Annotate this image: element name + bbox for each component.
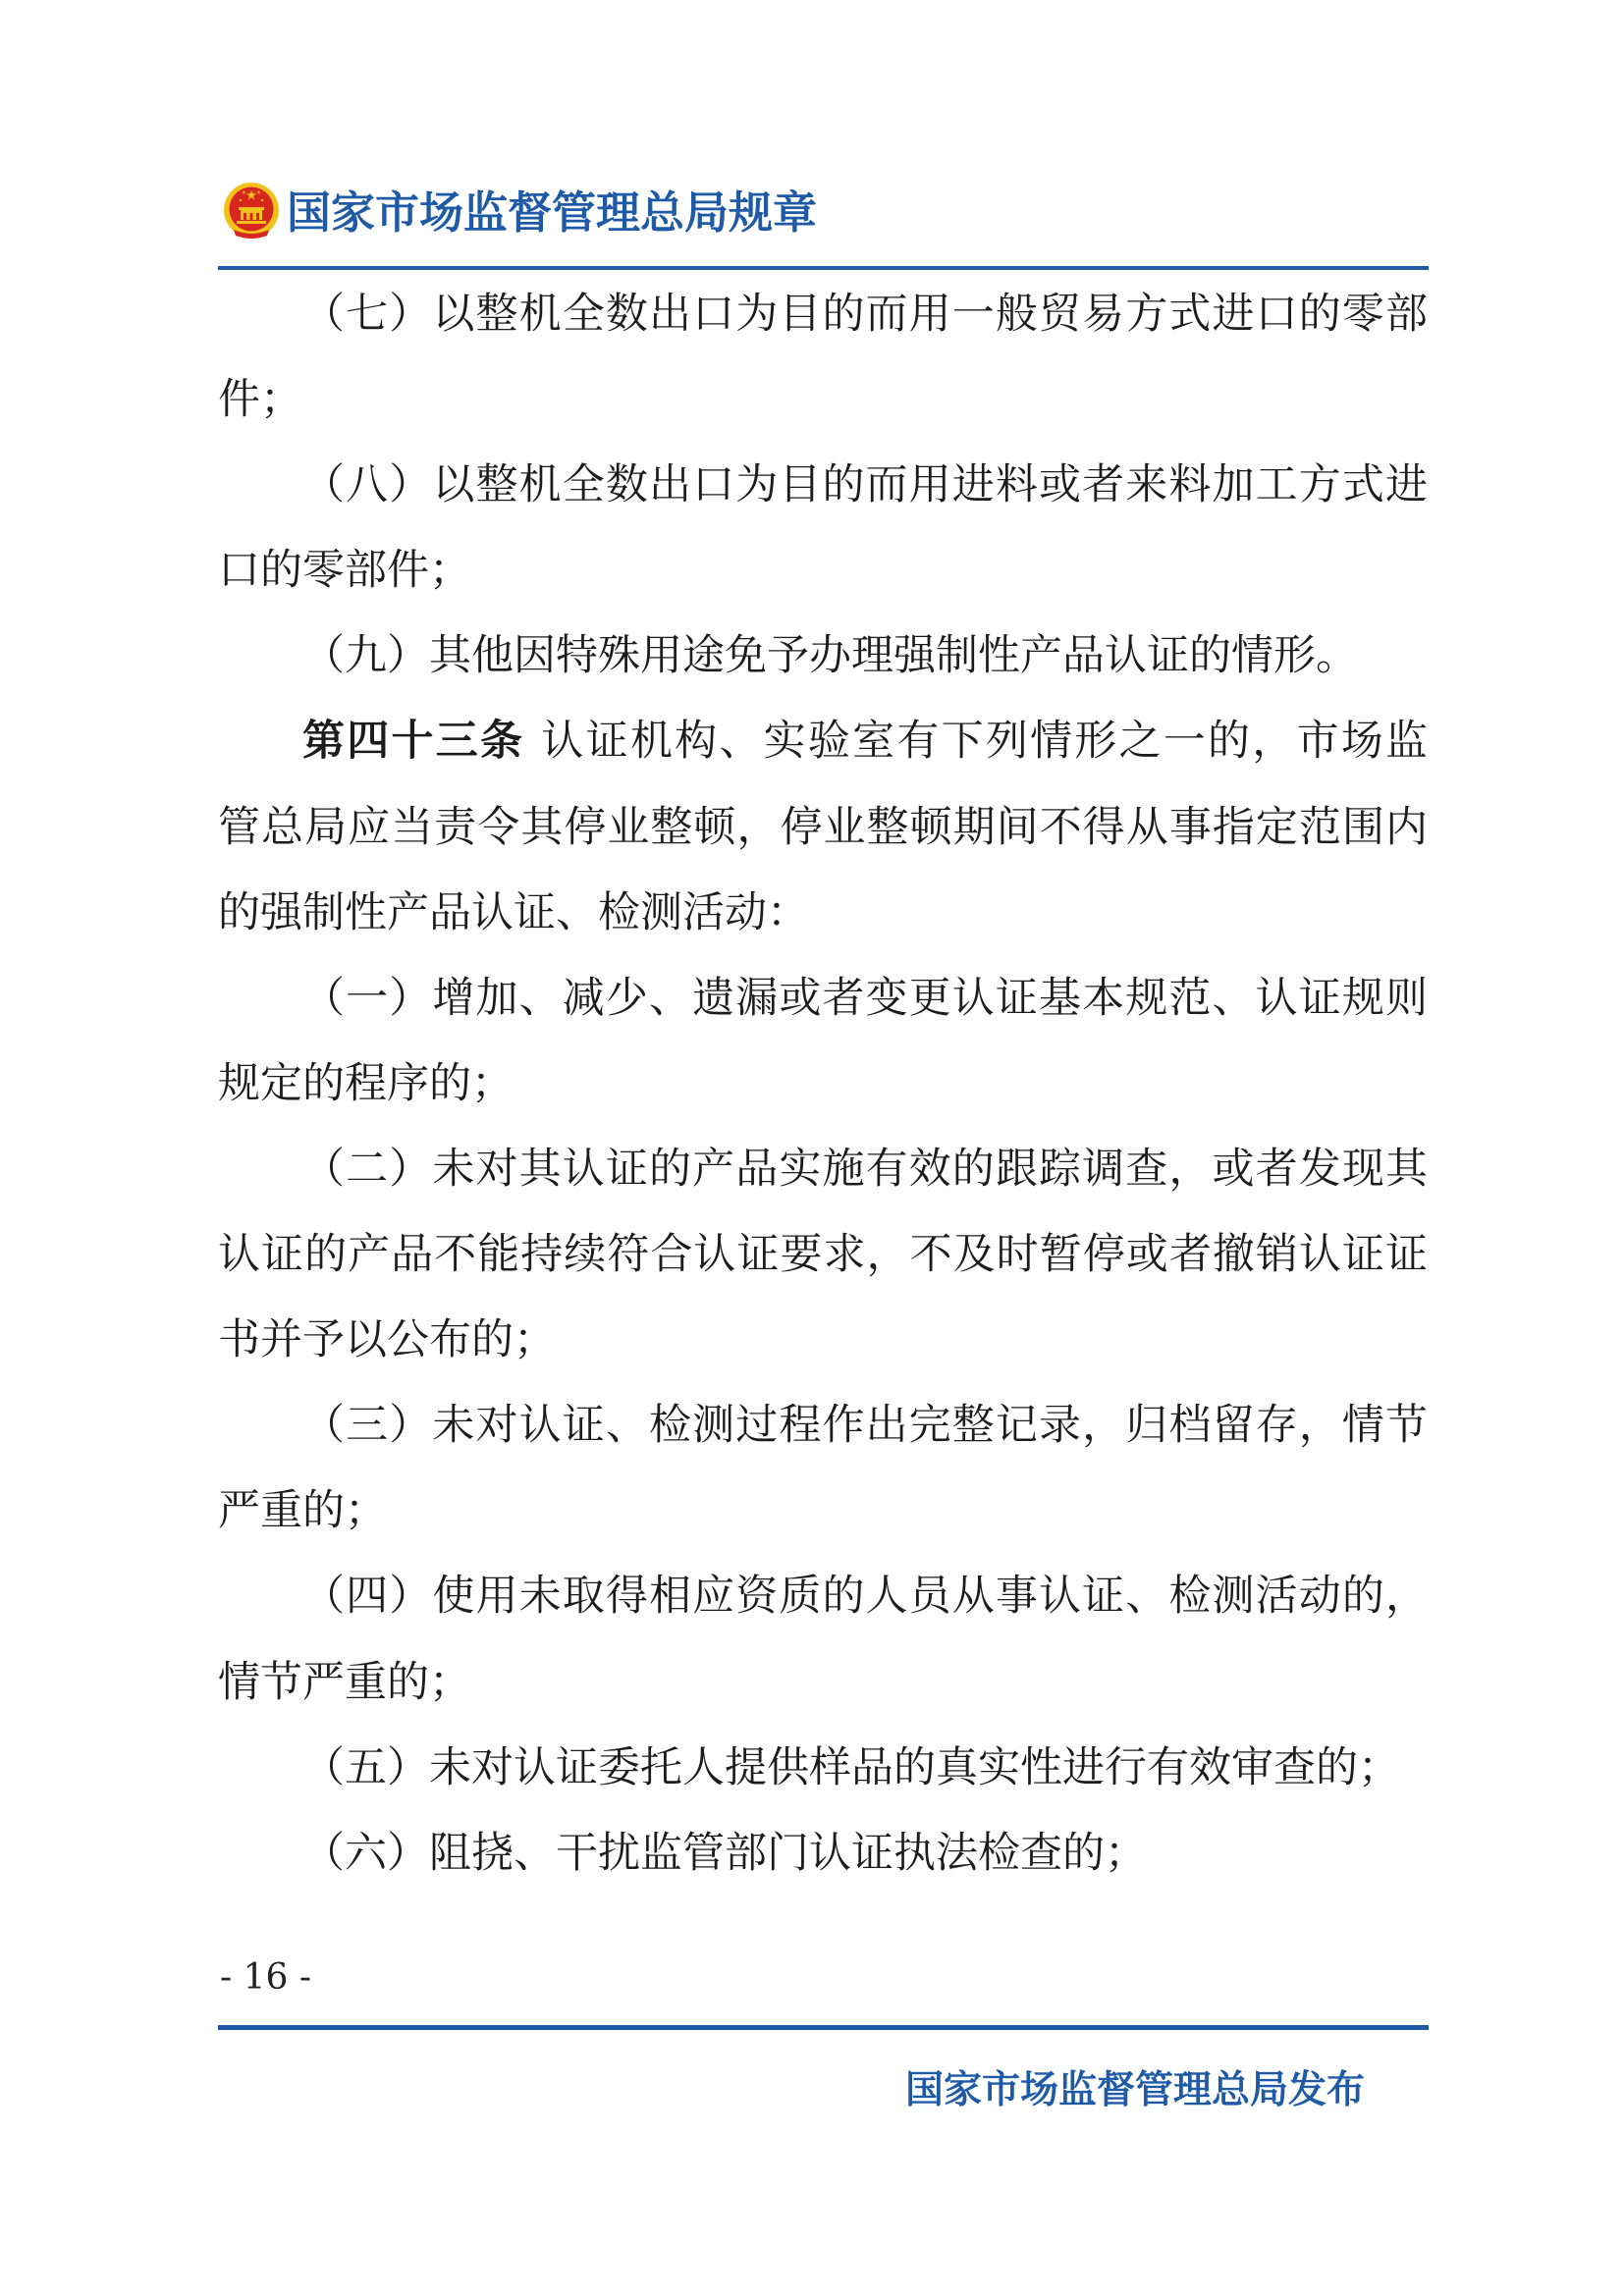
clause-paragraph xyxy=(218,272,1428,443)
body-line: （三）未对认证、检测过程作出完整记录，归档留存，情节 xyxy=(302,1401,1428,1451)
body-line-text: 认证机构、实验室有下列情形之一的，市场监 xyxy=(541,717,1428,767)
clause-paragraph xyxy=(218,1726,1428,1811)
national-emblem-icon xyxy=(222,181,281,241)
body-text xyxy=(218,272,1428,1896)
article-number: 第四十三条 xyxy=(302,717,525,767)
body-line: 口的零部件； xyxy=(218,546,471,596)
body-line: （二）未对其认证的产品实施有效的跟踪调查，或者发现其 xyxy=(302,1144,1428,1194)
body-line: 件； xyxy=(218,375,302,425)
clause-paragraph xyxy=(218,1383,1428,1554)
body-line: （五）未对认证委托人提供样品的真实性进行有效审查的； xyxy=(302,1742,1400,1792)
body-line: 书并予以公布的； xyxy=(218,1315,556,1365)
body-line: （七）以整机全数出口为目的而用一般贸易方式进口的零部 xyxy=(302,290,1428,339)
clause-paragraph xyxy=(218,1127,1428,1383)
body-line: 认证的产品不能持续符合认证要求，不及时暂停或者撤销认证证 xyxy=(218,1230,1428,1280)
body-line: （八）以整机全数出口为目的而用进料或者来料加工方式进 xyxy=(302,460,1428,510)
clause-paragraph xyxy=(218,1554,1428,1725)
body-line xyxy=(218,699,1428,784)
header-divider xyxy=(218,266,1429,270)
clause-paragraph xyxy=(218,443,1428,614)
body-line: （一）增加、减少、遗漏或者变更认证基本规范、认证规则 xyxy=(302,973,1428,1023)
body-line: （四）使用未取得相应资质的人员从事认证、检测活动的， xyxy=(302,1572,1428,1622)
clause-paragraph xyxy=(218,1811,1428,1896)
body-line: （六）阻挠、干扰监管部门认证执法检查的； xyxy=(302,1828,1147,1878)
body-line: （九）其他因特殊用途免予办理强制性产品认证的情形。 xyxy=(302,631,1358,681)
clause-paragraph xyxy=(218,614,1428,699)
body-line: 规定的程序的； xyxy=(218,1058,514,1108)
article-paragraph xyxy=(218,699,1428,955)
footer-divider xyxy=(218,2025,1429,2030)
body-line: 情节严重的； xyxy=(218,1657,471,1707)
body-line: 的强制性产品认证、检测活动： xyxy=(218,887,809,937)
body-line: 管总局应当责令其停业整顿，停业整顿期间不得从事指定范围内 xyxy=(218,802,1428,852)
footer-publisher: 国家市场监督管理总局发布 xyxy=(904,2068,1365,2112)
body-line: 严重的； xyxy=(218,1486,387,1536)
clause-paragraph xyxy=(218,956,1428,1127)
page-number: - 16 - xyxy=(220,1957,312,1998)
header-title: 国家市场监督管理总局规章 xyxy=(287,187,818,239)
